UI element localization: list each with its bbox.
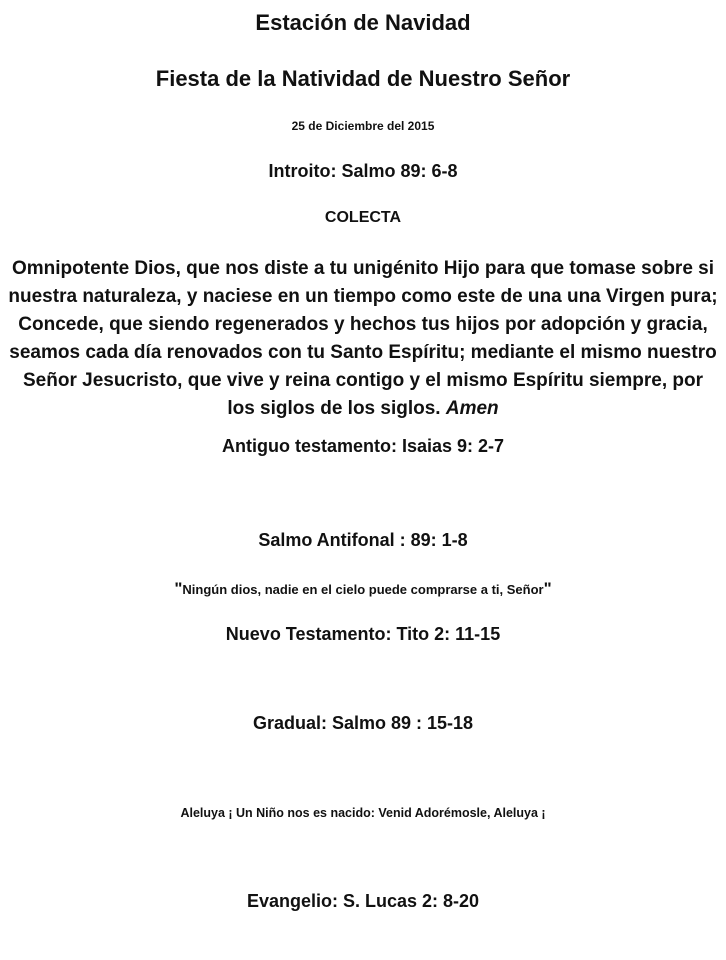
antiphon-quote [0,579,726,599]
antiphon-close-quote: " [543,579,552,598]
alleluia-verse: Aleluya ¡ Un Niño nos es nacido: Venid Adorémosle, Aleluya ¡ [180,806,546,820]
colecta-text: Omnipotente Dios, que nos diste a tu unigénito Hijo para que tomase sobre si nuestra naturaleza, y naciese en un tiempo como este de una una Virgen pura; Concede, que siendo regenerados y hechos tus hijos por adopción y gracia, seamos cada día renovados con tu Santo Espíritu; mediante el mismo nuestro Señor Jesucristo, que vive y reina contigo y el mismo Espíritu siempre, por los siglos de los siglos. [8,258,718,419]
new-testament-reading: Nuevo Testamento: Tito 2: 11-15 [225,624,501,644]
page-title: Estación de Navidad [255,10,471,35]
antiphonal-psalm: Salmo Antifonal : 89: 1-8 [258,530,468,550]
feast-title: Fiesta de la Natividad de Nuestro Señor [155,66,571,91]
gospel-reading: Evangelio: S. Lucas 2: 8-20 [246,891,480,911]
gradual-heading: Gradual: Salmo 89 : 15-18 [252,713,474,733]
colecta-heading: COLECTA [324,209,402,226]
old-testament-reading: Antiguo testamento: Isaias 9: 2-7 [221,436,505,456]
introito-heading: Introito: Salmo 89: 6-8 [268,161,458,181]
colecta-amen: Amen [445,398,499,419]
antiphon-text: Ningún dios, nadie en el cielo puede comprarse a ti, Señor [182,582,544,597]
date-line: 25 de Diciembre del 2015 [291,119,435,133]
colecta-prayer [8,255,718,423]
antiphon-open-quote: " [174,579,183,598]
